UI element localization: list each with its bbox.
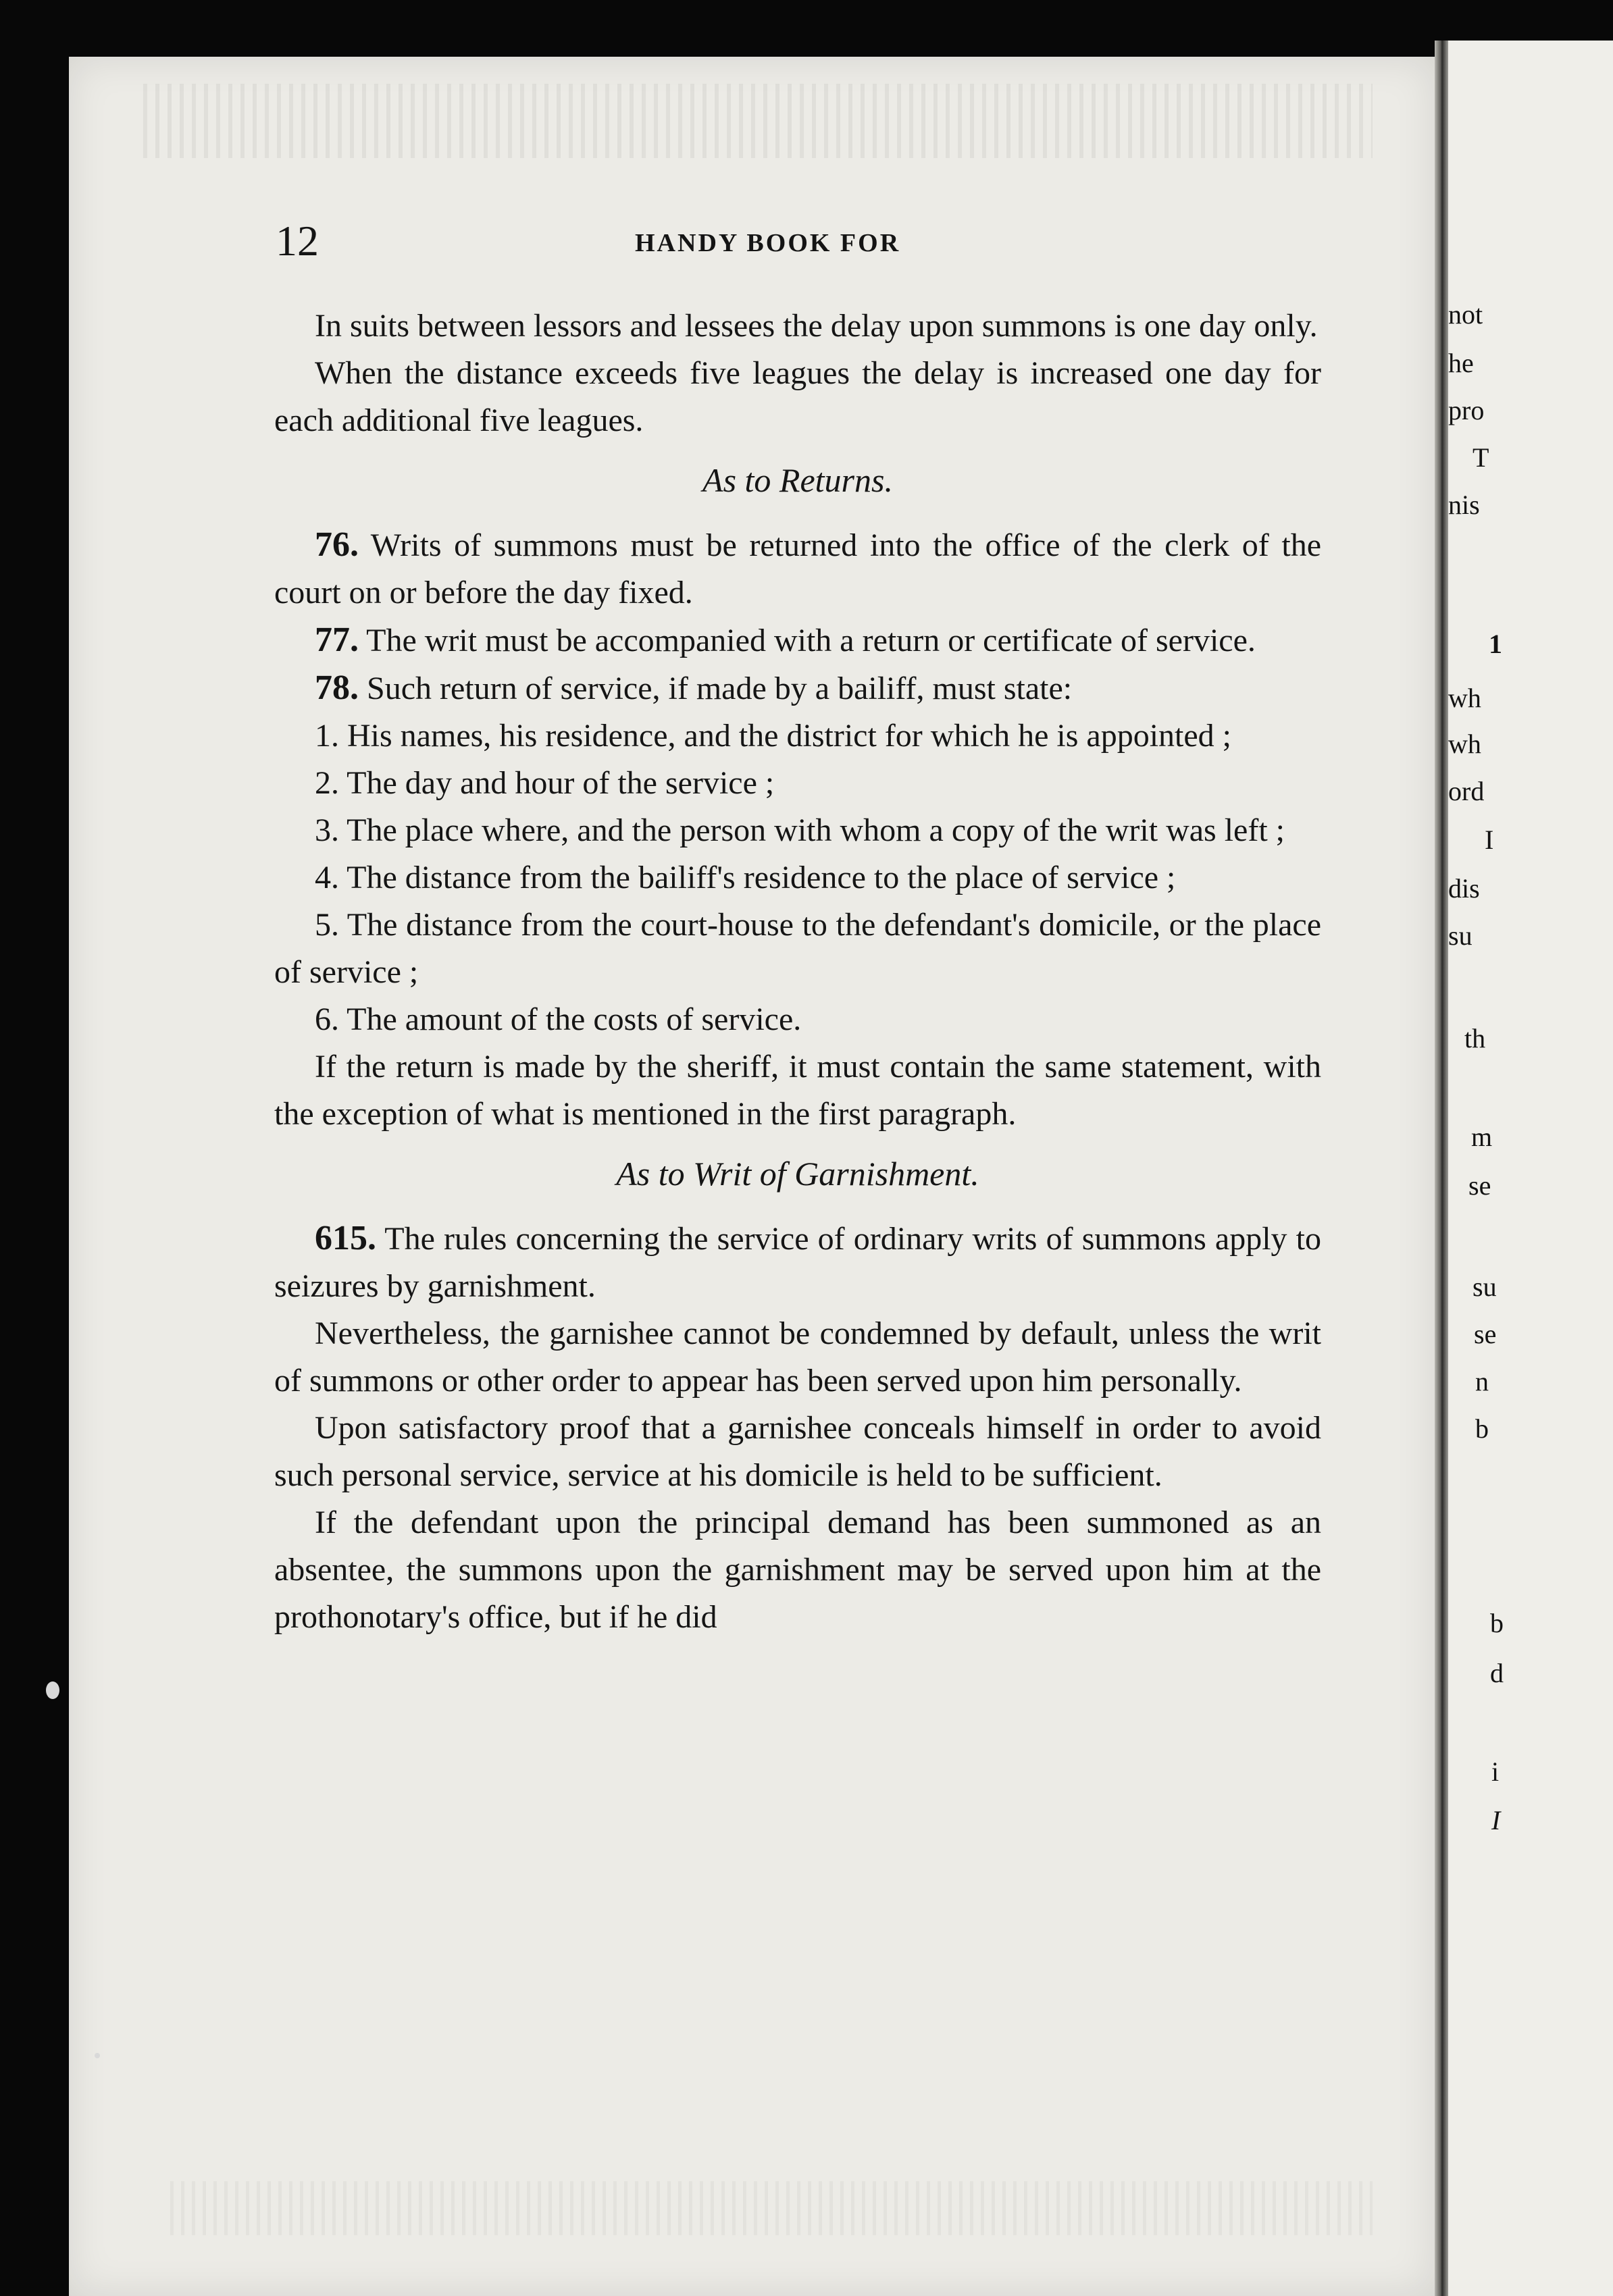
paragraph: Nevertheless, the garnishee cannot be condemned by default, unless the writ of summons or other order to appear has been served upon him personally. bbox=[274, 1315, 1321, 1399]
article-615 bbox=[274, 1215, 1321, 1310]
article-78 bbox=[274, 664, 1321, 712]
right-page-fragment: d bbox=[1490, 1658, 1504, 1688]
article-number: 78. bbox=[315, 669, 359, 707]
right-page-fragment: i bbox=[1491, 1756, 1500, 1787]
paragraph: Upon satisfactory proof that a garnishee conceals himself in order to avoid such personal service, service at his domicile is held to be sufficient. bbox=[274, 1410, 1321, 1493]
right-page-fragment: su bbox=[1473, 1272, 1497, 1302]
right-page-fragment: b bbox=[1475, 1413, 1489, 1444]
right-page-fragment: ord bbox=[1448, 776, 1485, 806]
right-page-fragment: pro bbox=[1448, 395, 1485, 425]
article-number: 77. bbox=[315, 621, 359, 659]
dust-speck bbox=[46, 1681, 59, 1699]
right-page-fragment: nis bbox=[1448, 490, 1480, 520]
right-page-fragment: se bbox=[1468, 1170, 1491, 1201]
list-item: 1. His names, his residence, and the district for which he is appointed ; bbox=[315, 718, 1232, 754]
right-page-fragment: n bbox=[1475, 1366, 1489, 1397]
article-number: 615. bbox=[315, 1219, 376, 1257]
right-page-fragment: not bbox=[1448, 299, 1483, 330]
section-heading-returns: As to Returns. bbox=[702, 461, 893, 499]
article-text: The rules concerning the service of ordinary writs of summons apply to seizures by garnishment. bbox=[274, 1221, 1321, 1304]
article-77 bbox=[274, 617, 1321, 664]
right-page-fragment: b bbox=[1490, 1608, 1504, 1638]
paragraph: In suits between lessors and lessees the delay upon summons is one day only. bbox=[315, 308, 1318, 344]
right-page-fragment: I bbox=[1491, 1805, 1501, 1835]
list-item: 6. The amount of the costs of service. bbox=[315, 1001, 802, 1037]
dust-speck bbox=[95, 2053, 100, 2058]
right-page-fragment: I bbox=[1485, 825, 1494, 855]
right-page-fragment: dis bbox=[1448, 873, 1480, 904]
paragraph: When the distance exceeds five leagues the delay is increased one day for each additional five leagues. bbox=[274, 355, 1321, 438]
right-page-edge bbox=[1448, 41, 1613, 2296]
right-page-fragment: su bbox=[1448, 920, 1473, 951]
book-gutter bbox=[1435, 41, 1448, 2296]
right-page-fragment: T bbox=[1473, 442, 1489, 473]
list-item: 5. The distance from the court-house to the defendant's domicile, or the place of service ; bbox=[274, 907, 1321, 990]
running-head: HANDY BOOK FOR bbox=[635, 229, 901, 257]
paragraph: If the return is made by the sheriff, it must contain the same statement, with the exception of what is mentioned in the first paragraph. bbox=[274, 1049, 1321, 1132]
section-heading-garnishment: As to Writ of Garnishment. bbox=[616, 1155, 979, 1193]
right-page-fragment: 1 bbox=[1489, 629, 1502, 659]
right-page-fragment: m bbox=[1471, 1122, 1493, 1152]
list-item: 4. The distance from the bailiff's residence to the place of service ; bbox=[315, 860, 1176, 895]
article-text: The writ must be accompanied with a return or certificate of service. bbox=[366, 623, 1256, 658]
article-text: Writs of summons must be returned into the office of the clerk of the court on or before the day fixed. bbox=[274, 527, 1321, 610]
right-page-fragment: wh bbox=[1448, 729, 1481, 759]
article-text: Such return of service, if made by a bailiff, must state: bbox=[367, 671, 1073, 706]
main-text bbox=[274, 303, 1321, 1641]
right-page-fragment: th bbox=[1464, 1023, 1486, 1053]
article-76 bbox=[274, 521, 1321, 617]
right-page-fragment: he bbox=[1448, 348, 1474, 378]
article-number: 76. bbox=[315, 525, 359, 564]
right-page-fragment: se bbox=[1474, 1319, 1497, 1349]
paragraph: If the defendant upon the principal demand has been summoned as an absentee, the summons upon the garnishment may be served upon him at the prothonotary's office, but if he did bbox=[274, 1505, 1321, 1635]
page-number: 12 bbox=[276, 217, 319, 265]
list-item: 3. The place where, and the person with whom a copy of the writ was left ; bbox=[315, 812, 1285, 848]
list-item: 2. The day and hour of the service ; bbox=[315, 765, 775, 801]
right-page-fragment: wh bbox=[1448, 683, 1481, 713]
